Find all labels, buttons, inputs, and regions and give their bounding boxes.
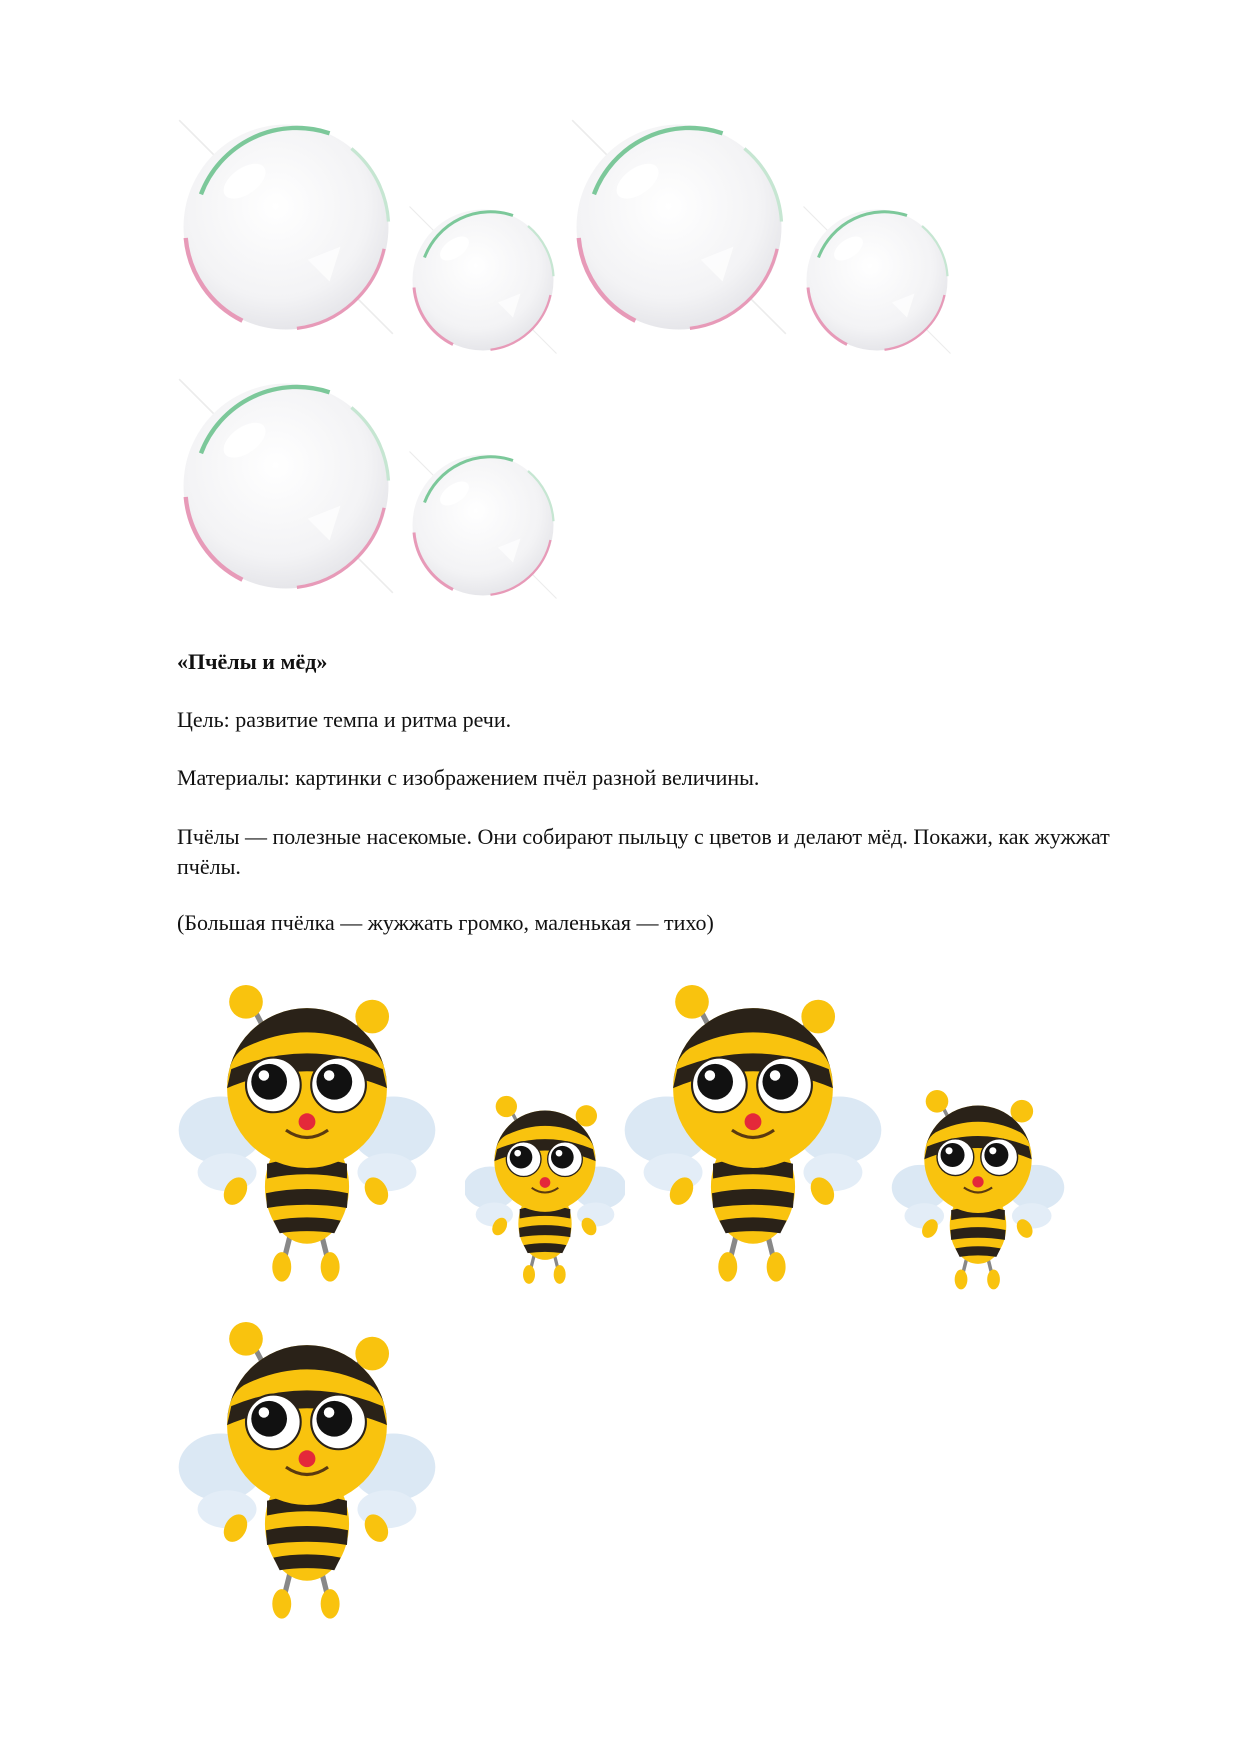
bubble-image-small: [802, 200, 952, 360]
bee-image-large: [623, 985, 883, 1290]
bubble-image-small: [408, 445, 558, 605]
bubble-image-large: [177, 117, 395, 337]
bee-image-small: [465, 1090, 625, 1295]
bee-image-small: [883, 1090, 1073, 1295]
instruction-note: (Большая пчёлка — жужжать громко, маленькая — тихо): [177, 910, 714, 935]
description-paragraph: Пчёлы — полезные насекомые. Они собирают пыльцу с цветов и делают мёд. Покажи, как жужжат пчёлы.: [177, 824, 1110, 879]
materials-text: Материалы: картинки с изображением пчёл разной величины.: [177, 765, 760, 790]
goal-text: Цель: развитие темпа и ритма речи.: [177, 707, 512, 732]
bee-image-large: [177, 985, 437, 1290]
bubble-image-large: [570, 117, 788, 337]
bubble-image-small: [408, 200, 558, 360]
bubble-image-large: [177, 366, 395, 606]
bee-image-large: [177, 1322, 437, 1627]
section-title: «Пчёлы и мёд»: [177, 649, 328, 674]
